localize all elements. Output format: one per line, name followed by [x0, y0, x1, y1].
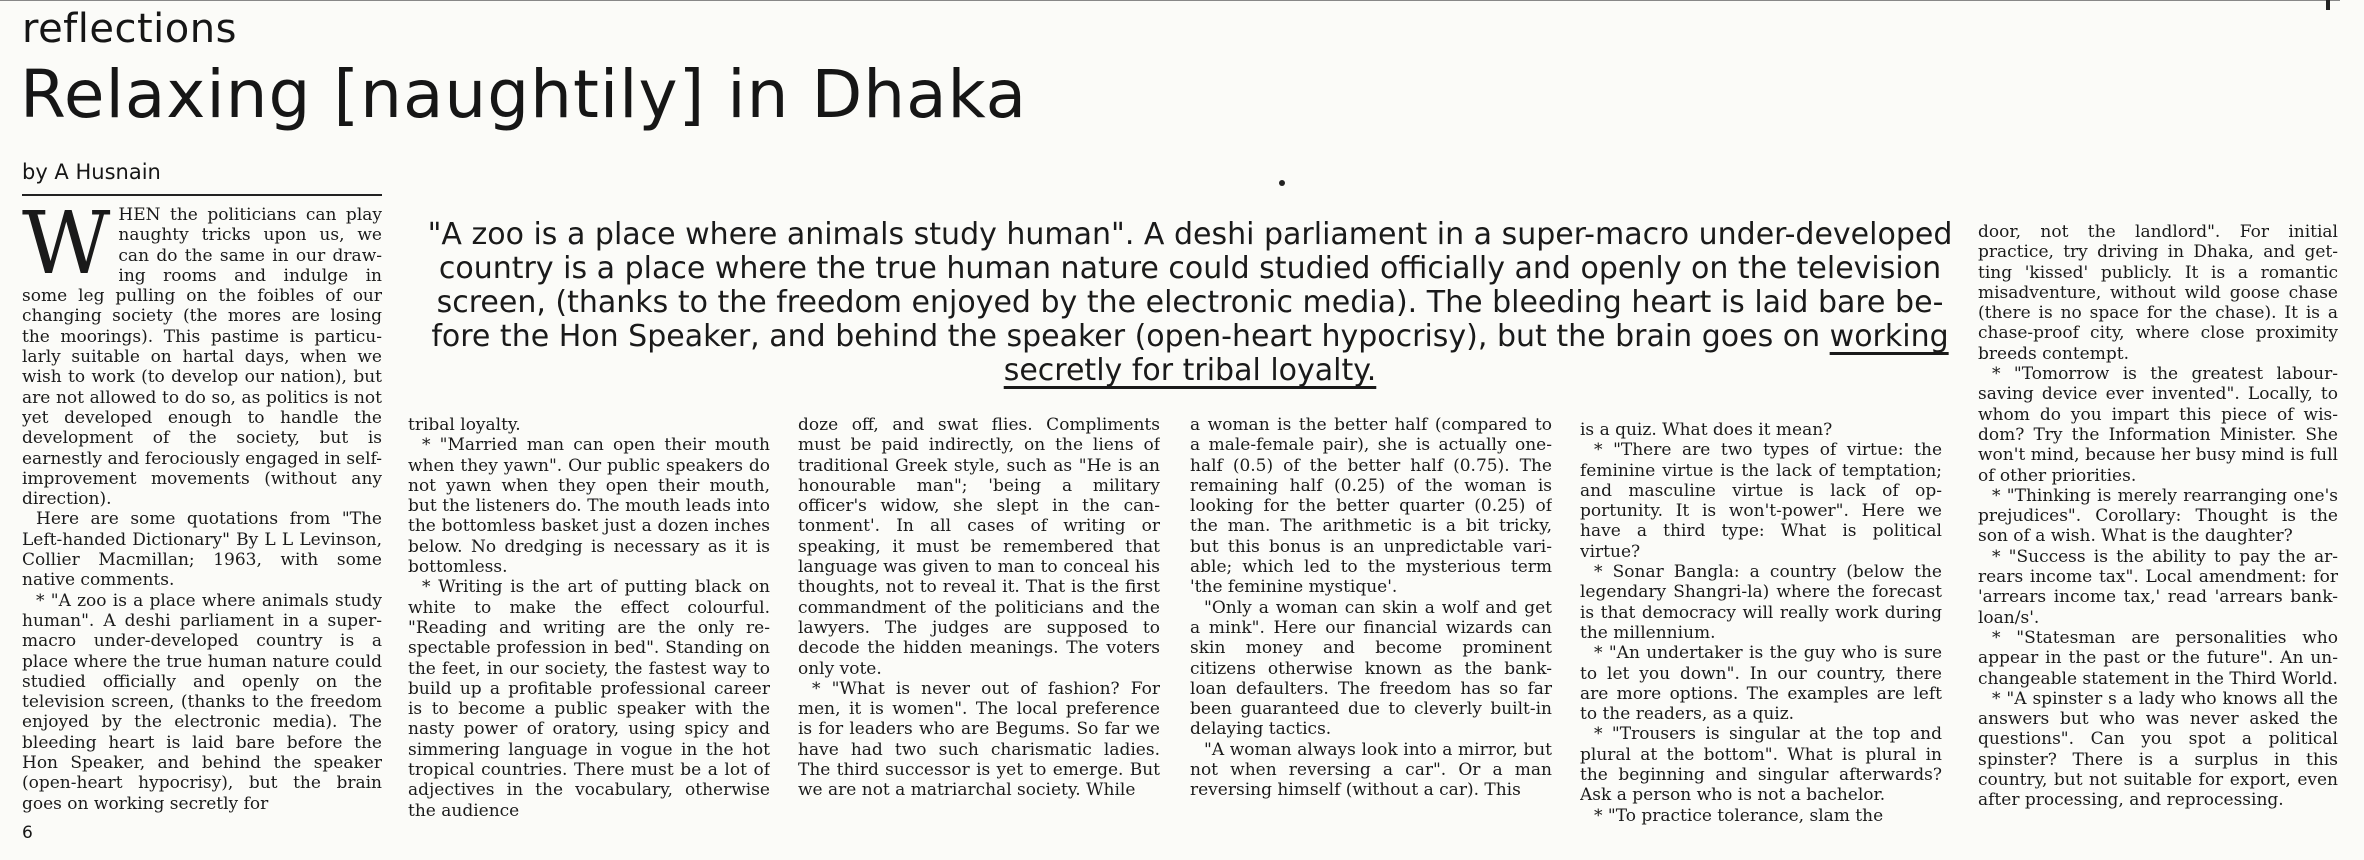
article-paragraph: "A woman always look into a mirror, but not when reversing a car". Or a man reversing himself (without a car). This	[1190, 739, 1552, 801]
article-paragraph: tribal loyalty.	[408, 415, 521, 435]
article-column-4	[1190, 415, 1552, 835]
article-paragraph: * "A zoo is a place where animals study human". A deshi parliament in a super-macro under-developed country is a place where the true human nature could studied officially and openly on the television screen, (thanks to the freedom enjoyed by the electronic media). The bleeding heart is laid bare before the Hon Speaker, and behind the speaker (open-heart hypocrisy), but the brain goes on working secretly for	[22, 590, 382, 814]
article-paragraph: * "Trousers is singular at the top and plural at the bottom". What is plural in the beginning and singular afterwards? Ask a person who is not a bachelor.	[1580, 724, 1942, 806]
article-paragraph: Here are some quotations from "The Left-handed Dictionary" By L L Levinson, Collier Macmillan; 1963, with some native comments.	[22, 509, 382, 591]
article-paragraph: "Only a woman can skin a wolf and get a mink". Here our financial wizards can skin money and become prominent citizens otherwise known as the bank-loan defaulters. The freedom has so far been guaranteed due to cleverly built-in delaying tactics.	[1190, 597, 1552, 740]
article-paragraph: * "Statesman are personalities who appear in the past or the future". An unchangeable statement in the Third World.	[1978, 627, 2338, 689]
article-column-5	[1580, 420, 1942, 840]
byline: by A Husnain	[22, 160, 161, 184]
article-paragraph: * "Success is the ability to pay the arrears income tax". Local amendment: for 'arrears income tax,' read 'arrears bank-loan/s'.	[1978, 546, 2338, 628]
headline: Relaxing [naughtily] in Dhaka	[20, 56, 1028, 133]
article-paragraph: * "A spinster s a lady who knows all the answers but who was never asked the questions". Can you spot a political spinster? There is a surplus in this country, but not suitable for export, even after processing, and reprocessing.	[1978, 688, 2338, 811]
page-number: 6	[22, 823, 33, 843]
article-column-1	[22, 205, 382, 820]
pull-quote-text: "A zoo is a place where animals study human". A deshi parliament in a super-macro under-developed country is a place where the true human nature could studied officially and openly on the television screen, (thanks to the freedom enjoyed by the electronic media). The bleeding heart is laid bare before the Hon Speaker, and behind the speaker (open-heart hypocrisy), but the brain goes on	[427, 217, 1953, 354]
article-column-3	[798, 415, 1160, 830]
article-paragraph: * "Married man can open their mouth when they yawn". Our public speakers do not yawn when they open their mouth, but the listeners do. The mouth leads into the bottomless basket just a dozen inches below. No dredging is necessary as it is bottomless.	[408, 435, 770, 578]
article-column-6	[1978, 222, 2338, 842]
article-paragraph: * "There are two types of virtue: the feminine virtue is the lack of temptation; and masculine virtue is lack of opportunity. It is won't-power". Here we have a third type: What is political virtue?	[1580, 440, 1942, 562]
article-paragraph: is a quiz. What does it mean?	[1580, 420, 1833, 440]
article-paragraph: * "Tomorrow is the greatest labour-saving device ever invented". Locally, to whom do you impart this piece of wisdom? Try the Information Minister. She won't mind, because her busy mind is full of other priorities.	[1978, 364, 2338, 486]
corner-mark	[2326, 0, 2330, 10]
byline-rule	[22, 194, 382, 196]
decorative-dot	[1279, 180, 1285, 186]
top-rule	[0, 0, 2340, 1]
article-paragraph: a woman is the better half (compared to a male-female pair), she is actually one-half (0.5) of the better half (0.75). The remaining half (0.25) of the woman is looking for the better quarter (0.25) of the man. The arithmetic is a bit tricky, but this bonus is an unpredictable variable; which led to the mysterious term 'the feminine mystique'.	[1190, 415, 1552, 598]
article-paragraph: * "To practice tolerance, slam the	[1594, 805, 1884, 826]
article-paragraph: * "An undertaker is the guy who is sure to let you down". In our country, there are more options. The examples are left to the readers, as a quiz.	[1580, 643, 1942, 725]
drop-cap: W	[22, 205, 111, 294]
pull-quote	[425, 218, 1955, 388]
article-paragraph: door, not the landlord". For initial practice, try driving in Dhaka, and getting 'kissed' publicly. It is a romantic misadventure, without wild goose chase (there is no space for the chase). It is a chase-proof city, where close proximity breeds contempt.	[1978, 222, 2338, 364]
section-kicker: reflections	[22, 6, 237, 52]
article-paragraph: doze off, and swat flies. Compliments must be paid indirectly, on the liens of traditional Greek style, such as "He is an honourable man"; 'being a military officer's widow, she slept in the cantonment'. In all cases of writing or speaking, it must be remembered that language was given to man to conceal his thoughts, not to reveal it. That is the first commandment of the politicians and the lawyers. The judges are supposed to decode the hidden meanings. The voters only vote.	[798, 415, 1160, 679]
article-column-2	[408, 415, 770, 820]
article-paragraph: * Sonar Bangla: a country (below the legendary Shangri-la) where the forecast is that democracy will really work during the millennium.	[1580, 562, 1942, 643]
pull-quote-underlined: working secretly for tribal loyalty.	[1003, 319, 1949, 388]
article-paragraph: WHEN the politicians can play naughty tricks upon us, we can do the same in our drawing rooms and indulge in some leg pulling on the foibles of our changing society (the mores are losing the moorings). This pastime is particularly suitable on hartal days, when we wish to work (to develop our nation), but are not allowed to do so, as politics is not yet developed enough to handle the development of the society, but is earnestly and ferociously engaged in self-improvement movements (without any direction).	[22, 205, 382, 510]
article-paragraph: * "What is never out of fashion? For men, it is women". The local preference is for leaders who are Begums. So far we have had two such charismatic ladies. The third successor is yet to emerge. But we are not a matriarchal society. While	[798, 678, 1160, 801]
article-paragraph: * Writing is the art of putting black on white to make the effect colourful. "Reading and writing are the only respectable profession in bed". Standing on the feet, in our society, the fastest way to build up a profitable professional career is to become a public speaker with the nasty power of oratory, using spicy and simmering language in vogue in the hot tropical countries. There must be a lot of adjectives in the vocabulary, otherwise the audience	[408, 577, 770, 820]
article-paragraph: * "Thinking is merely rearranging one's prejudices". Corollary: Thought is the son of a wish. What is the daughter?	[1978, 485, 2338, 547]
